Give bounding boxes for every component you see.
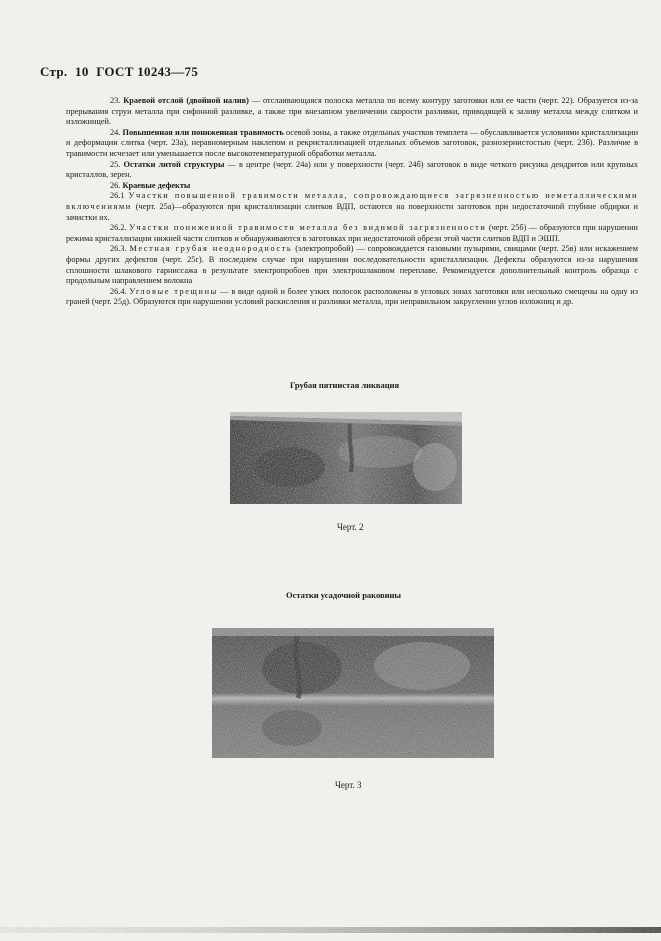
paragraph-25: 25. Остатки литой структуры — в центре (черт. 24а) или у поверхности (черт. 24б) заготовок в виде четкого рисунка дендритов или крупных кристаллов, зерен.	[66, 159, 638, 180]
figure-3-photo	[212, 628, 494, 758]
macro-etch-photo-2	[212, 628, 494, 758]
spaced-term: Местная грубая неоднородность	[129, 244, 293, 254]
page-label: Стр.	[40, 64, 68, 79]
spaced-term: Участки пониженной травимости металла без видимой загрязненности	[129, 223, 487, 233]
paragraph-26-3: 26.3. Местная грубая неоднородность (электропробой) — сопровождается газовыми пузырями, свищами (черт. 25в) или искажением формы других дефектов (черт. 25г). В последнем случае при нарушении последовательности кристаллизации. Дефекты образуются из-за нарушения сплошности шлакового гарниссажа в результате электропробоев при электрошлаковом переплаве. Рекомендуется дополнительный контроль образца с продольным направлением волокна	[66, 244, 638, 286]
paragraph-26: 26. Краевые дефекты	[110, 180, 191, 190]
page-number: 10	[75, 64, 89, 79]
figure-3-title: Остатки усадочной раковины	[286, 590, 402, 600]
paragraph-24: 24. Повышенная или пониженная травимость осевой зоны, а также отдельных участков темплета — обуславливается условиями кристаллизации и деформации слитка (черт. 23а), неравномерным наклепом и рекристаллизацией отдельных объемов заготовок, разнозернистостью (черт. 23б). Различие в травимости исчезает или уменьшается после высокотемпературной обработки металла.	[66, 127, 639, 158]
scan-edge	[0, 922, 661, 935]
page-header	[40, 64, 202, 80]
figure-2-caption: Черт. 2	[337, 522, 364, 532]
standard-number: ГОСТ 10243—75	[96, 64, 199, 79]
term: Повышенная или пониженная травимость	[122, 127, 284, 137]
term: Краевые дефекты	[122, 180, 191, 190]
paragraph-26-1: 26.1 Участки повышенной травимости металла, сопровождающиеся загрязненностью неметаллическими включениями (черт. 25а)—образуются при кристаллизации слитков ВДП, остаются на поверхности заготовок при недостаточной глубине обдирки и зачистки их.	[66, 191, 638, 222]
term: Остатки литой структуры	[123, 159, 225, 169]
spaced-term: Участки повышенной травимости металла, сопровождающиеся загрязненностью неметаллическими включениями	[66, 191, 638, 211]
body-text	[66, 96, 638, 308]
macro-etch-photo-1	[230, 412, 462, 504]
paragraph-26-4: 26.4. Угловые трещины — в виде одной и более узких полосок расположены в угловых зонах заготовки или несколько смещены на одну из граней (черт. 25д). Образуются при нарушении условий раскисления и разливки металла, при неправильном закруглении углов изложниц и др.	[66, 286, 638, 307]
term: Краевой отслой (двойной налив)	[123, 96, 249, 105]
paragraph-23: 23. Краевой отслой (двойной налив) — отслаивающаяся полоска металла по всему контуру заготовки или ее части (черт. 22). Образуется из-за прерывания струи металла при сифонной разливке, а также при внезапном увеличении скорости разливки, приводящей к заливу металла между слитком и изложницей.	[66, 96, 638, 127]
scan-noise-strip	[0, 924, 661, 937]
figure-2-title: Грубая пятнистая ликвация	[290, 380, 400, 390]
figure-2-photo	[230, 412, 462, 504]
paragraph-26-2: 26.2. Участки пониженной травимости металла без видимой загрязненности (черт. 25б) — образуются при нарушении режима кристаллизации нижней части слитков и обнаруживаются в заготовках при недостаточной обрези этой части слитков ВДП и ЭШП.	[66, 223, 638, 243]
figure-3-caption: Черт. 3	[335, 780, 362, 790]
spaced-term: Угловые трещины	[129, 286, 218, 296]
